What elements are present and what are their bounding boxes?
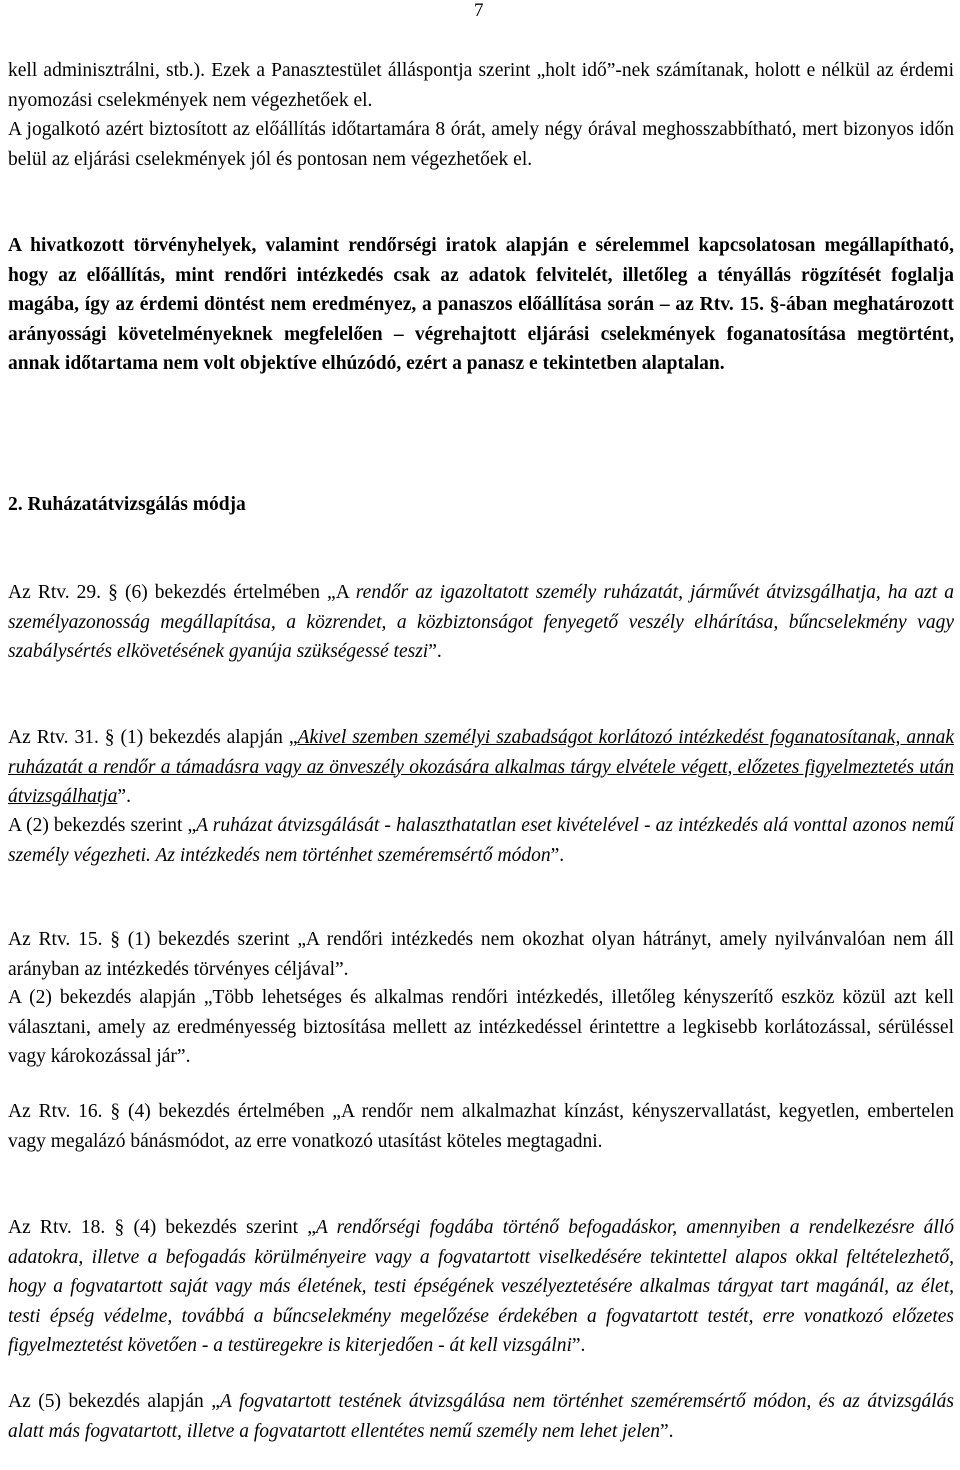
- citation-tail: ”.: [117, 786, 131, 807]
- statute-quote: A ruházat átvizsgálását - halaszthatatlan eset kivételével - az intézkedés alá vonttal azonos nemű személy végezheti. Az intézkedés nem történhet szeméremsértő módon: [8, 815, 954, 866]
- paragraph-rtv-15-2: A (2) bekezdés alapján „Több lehetséges és alkalmas rendőri intézkedés, illetőleg kényszerítő eszköz közül azt kell választani, amely az eredményesség biztosítása mellett az intézkedéssel érintettre a legkisebb korlátozással, sérüléssel vagy károkozással jár”.: [8, 987, 954, 1067]
- statute-quote: A fogvatartott testének átvizsgálása nem történhet szeméremsértő módon, és az átvizsgálás alatt más fogvatartott, illetve a fogvatartott ellentétes nemű személy nem lehet jelen: [8, 1391, 955, 1442]
- page-number: 7: [474, 0, 484, 21]
- section-heading: 2. Ruházatátvizsgálás módja: [8, 494, 246, 515]
- citation-lead: A (2) bekezdés szerint „: [8, 815, 197, 836]
- paragraph-rtv-16: Az Rtv. 16. § (4) bekezdés értelmében „A rendőr nem alkalmazhat kínzást, kényszervallatást, kegyetlen, embertelen vagy megalázó bánásmódot, az erre vonatkozó utasítást köteles megtagadni.: [8, 1101, 954, 1152]
- paragraph-rtv-15-1: Az Rtv. 15. § (1) bekezdés szerint „A rendőri intézkedés nem okozhat olyan hátrányt, amely nyilvánvalóan nem áll arányban az intézkedés törvényes céljával”.: [8, 929, 954, 980]
- statute-quote: A rendőrségi fogdába történő befogadáskor, amennyiben a rendelkezésre álló adatokra, illetve a befogadás körülményeire vagy a fogvatartott viselkedésére tekintettel alapos okkal feltételezhető, hogy a fogvatartott saját vagy más életének, testi épségének veszélyeztetésére alkalmas tárgyat tart magánál, az élet, testi épség védelme, továbbá a bűncselekmény megelőzése érdekében a fogvatartott testét, erre vonatkozó előzetes figyelmeztetést követően - a testüregekre is kiterjedően - át kell vizsgálni: [8, 1217, 954, 1356]
- citation-tail: ”.: [550, 844, 565, 866]
- citation-tail: ”.: [428, 641, 442, 662]
- citation-tail: ”.: [660, 1420, 674, 1442]
- statute-quote: Akivel szemben személyi szabadságot korlátozó intézkedést foganatosítanak, annak ruházatát a rendőr a támadásra vagy az önveszély okozására alkalmas tárgy elvétele végett, előzetes figyelmeztetés után átvizsgálhatja: [8, 727, 954, 807]
- paragraph-rtv-18-5: [8, 1387, 954, 1446]
- paragraph-rtv-31-2: [8, 811, 954, 870]
- paragraph-rtv-29: [8, 578, 954, 667]
- paragraph-conclusion: A hivatkozott törvényhelyek, valamint rendőrségi iratok alapján e sérelemmel kapcsolatosan megállapítható, hogy az előállítás, mint rendőri intézkedés csak az adatok felvitelét, illetőleg a tényállás rögzítését foglalja magába, így az érdemi döntést nem eredményez, a panaszos előállítása során – az Rtv. 15. §-ában meghatározott arányossági követelményeknek megfelelően – végrehajtott eljárási cselekmények foganatosítása megtörtént, annak időtartama nem volt objektíve elhúzódó, ezért a panasz e tekintetben alaptalan.: [8, 235, 954, 374]
- citation-lead: Az Rtv. 31. § (1) bekezdés alapján „: [8, 727, 298, 748]
- citation-lead: Az (5) bekezdés alapján „: [8, 1391, 220, 1412]
- citation-lead: Az Rtv. 29. § (6) bekezdés értelmében „A: [8, 582, 356, 603]
- citation-lead: Az Rtv. 18. § (4) bekezdés szerint „: [8, 1217, 316, 1238]
- paragraph-rtv-31-1: [8, 723, 954, 812]
- paragraph-jogalkoto: A jogalkotó azért biztosított az előállítás időtartamára 8 órát, amely négy órával meghosszabbítható, mert bizonyos időn belül az eljárási cselekmények jól és pontosan nem végezhetőek el.: [8, 119, 954, 170]
- paragraph-rtv-18-4: [8, 1213, 954, 1361]
- paragraph-holt-ido: kell adminisztrálni, stb.). Ezek a Panasztestület álláspontja szerint „holt idő”-nek számítanak, holott e nélkül az érdemi nyomozási cselekmények nem végezhetőek el.: [8, 60, 954, 111]
- statute-quote: rendőr az igazoltatott személy ruházatát, járművét átvizsgálhatja, ha azt a személyazonosság megállapítása, a közrendet, a közbiztonságot fenyegető veszély elhárítása, bűncselekmény vagy szabálysértés elkövetésének gyanúja szükségessé teszi: [8, 582, 954, 662]
- citation-tail: ”.: [571, 1335, 586, 1356]
